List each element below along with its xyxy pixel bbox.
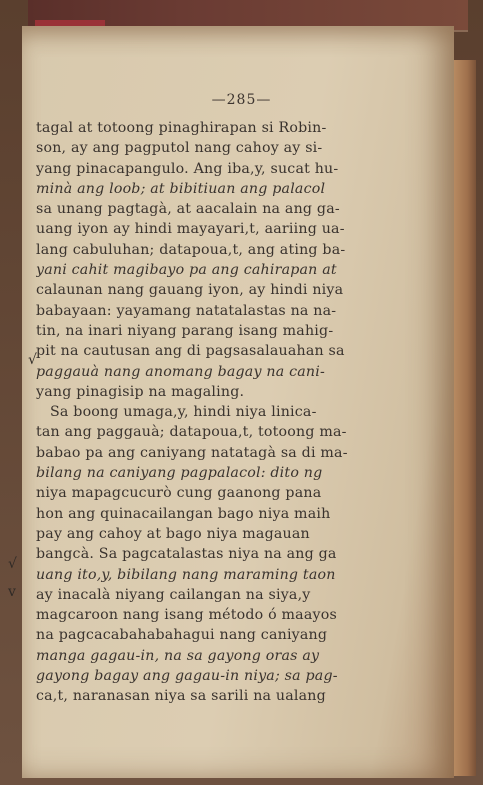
text-line: bilang na caniyang pagpalacol: dito ng bbox=[36, 465, 323, 482]
text-line: ay inacalà niyang cailangan na siya,y bbox=[36, 586, 311, 603]
text-line: bangcà. Sa pagcatalastas niya na ang ga bbox=[36, 546, 337, 563]
margin-mark: v bbox=[8, 584, 16, 600]
text-line: sa unang pagtagà, at aacalain na ang ga- bbox=[36, 201, 340, 218]
text-line: tagal at totoong pinaghirapan si Robin- bbox=[36, 120, 327, 136]
text-line: minà ang loob; at bibitiuan ang palacol bbox=[36, 180, 326, 197]
text-line: yani cahit magibayo pa ang cahirapan at bbox=[36, 262, 337, 279]
text-line: Sa boong umaga,y, hindi niya linica- bbox=[50, 404, 317, 421]
text-line: babayaan: yayamang natatalastas na na- bbox=[36, 302, 337, 319]
text-line: pit na cautusan ang di pagsasalauahan sa bbox=[36, 343, 345, 360]
text-line: pay ang cahoy at bago niya magauan bbox=[36, 525, 310, 542]
body-text bbox=[36, 118, 428, 707]
text-line: na pagcacabahabahagui nang caniyang bbox=[36, 627, 328, 644]
page-edge bbox=[454, 60, 476, 776]
text-line: yang pinacapangulo. Ang iba,y, sucat hu- bbox=[36, 160, 339, 177]
text-line: uang iyon ay hindi mayayari,t, aariing ua- bbox=[36, 221, 345, 238]
margin-mark: √ bbox=[8, 556, 17, 572]
text-line: tin, na inari niyang parang isang mahig- bbox=[36, 322, 334, 339]
text-line: magcaroon nang isang método ó maayos bbox=[36, 607, 337, 624]
text-line: yang pinagisip na magaling. bbox=[36, 383, 245, 400]
text-line: uang ito,y, bibilang nang maraming taon bbox=[36, 566, 336, 583]
text-line: niya mapagcucurò cung gaanong pana bbox=[36, 485, 322, 502]
margin-mark: √ bbox=[28, 352, 37, 368]
text-line: manga gagau-in, na sa gayong oras ay bbox=[36, 647, 320, 664]
text-line: gayong bagay ang gagau-in niya; sa pag- bbox=[36, 668, 338, 685]
text-line: ca,t, naranasan niya sa sarili na ualang bbox=[36, 688, 326, 705]
text-line: babao pa ang caniyang natatagà sa di ma- bbox=[36, 444, 348, 461]
text-line: son, ay ang pagputol nang cahoy ay si- bbox=[36, 140, 323, 157]
text-line: hon ang quinacailangan bago niya maih bbox=[36, 505, 331, 522]
text-line: lang cabuluhan; datapoua,t, ang ating ba- bbox=[36, 241, 346, 258]
text-line: tan ang paggauà; datapoua,t, totoong ma- bbox=[36, 424, 347, 441]
text-line: paggauà nang anomang bagay na cani- bbox=[36, 363, 325, 380]
text-line: calaunan nang gauang iyon, ay hindi niya bbox=[36, 282, 344, 299]
page-number: —285— bbox=[211, 92, 272, 108]
